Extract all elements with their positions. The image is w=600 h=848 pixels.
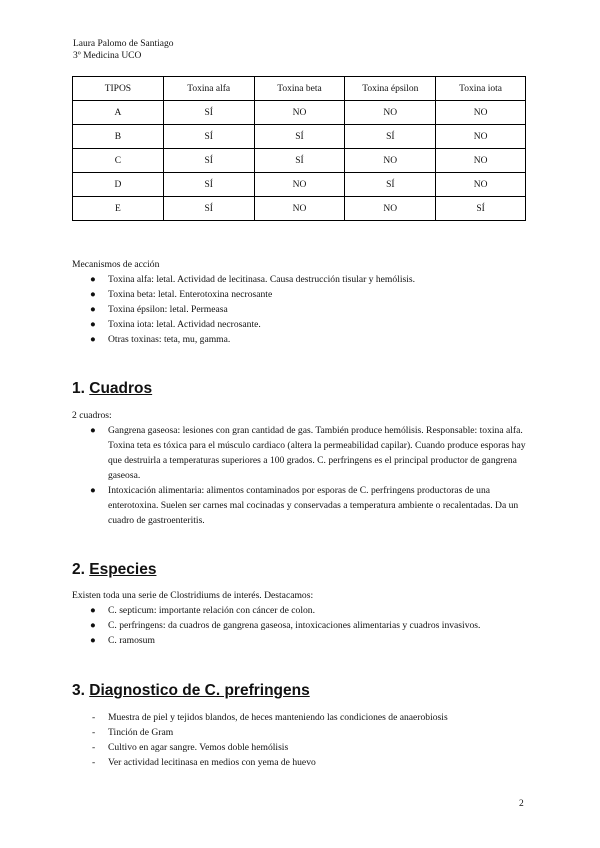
- bullet-icon: ●: [90, 635, 96, 646]
- table-cell: SÍ: [163, 149, 254, 173]
- table-cell: NO: [345, 101, 436, 125]
- section-heading-diagnostico: [72, 682, 310, 700]
- list-item-text: Muestra de piel y tejidos blandos, de heces manteniendo las condiciones de anaerobiosis: [108, 712, 448, 723]
- list-item: [72, 272, 542, 287]
- diagnostico-section: [72, 710, 542, 770]
- column-header: Toxina beta: [254, 77, 345, 101]
- section-title: Especies: [89, 561, 157, 578]
- mechanisms-section: [72, 257, 542, 347]
- especies-section: [72, 588, 527, 648]
- table-cell: NO: [436, 173, 526, 197]
- list-item: [72, 302, 542, 317]
- list-item-text: Toxina beta: letal. Enterotoxina necrosante: [108, 289, 273, 300]
- list-item: [72, 618, 527, 633]
- bullet-icon: ●: [90, 425, 96, 436]
- table-cell: NO: [436, 101, 526, 125]
- bullet-icon: ●: [90, 334, 96, 345]
- column-header: Toxina iota: [436, 77, 526, 101]
- section-heading-cuadros: [72, 380, 152, 398]
- table-cell: SÍ: [163, 173, 254, 197]
- header: [73, 38, 174, 62]
- table-cell: SÍ: [163, 197, 254, 221]
- list-item: [72, 332, 542, 347]
- table-cell: D: [73, 173, 164, 197]
- list-item: [72, 740, 542, 755]
- list-item: [72, 633, 527, 648]
- bullet-icon: ●: [90, 304, 96, 315]
- table-row: [73, 149, 526, 173]
- section-number: 2.: [72, 561, 85, 578]
- mechanisms-list: [72, 272, 542, 347]
- list-item-text: Toxina iota: letal. Actividad necrosante.: [108, 319, 261, 330]
- list-item-text: Tinción de Gram: [108, 727, 174, 738]
- dash-icon: -: [92, 712, 96, 723]
- column-header: TIPOS: [73, 77, 164, 101]
- especies-intro: Existen toda una serie de Clostridiums de interés. Destacamos:: [72, 590, 314, 601]
- table-header-row: [73, 77, 526, 101]
- list-item-text: C. ramosum: [108, 635, 155, 646]
- table-cell: NO: [345, 197, 436, 221]
- table-cell: SÍ: [436, 197, 526, 221]
- table-cell: NO: [254, 101, 345, 125]
- section-number: 3.: [72, 682, 85, 699]
- bullet-icon: ●: [90, 605, 96, 616]
- list-item-text: Otras toxinas: teta, mu, gamma.: [108, 334, 231, 345]
- table-cell: SÍ: [254, 125, 345, 149]
- section-number: 1.: [72, 380, 85, 397]
- table-cell: SÍ: [163, 125, 254, 149]
- table-row: [73, 101, 526, 125]
- list-item-text: C. perfringens: da cuadros de gangrena gaseosa, intoxicaciones alimentarias y cuadros invasivos.: [108, 620, 481, 631]
- table-cell: SÍ: [163, 101, 254, 125]
- list-item-text: C. septicum: importante relación con cáncer de colon.: [108, 605, 315, 616]
- bullet-icon: ●: [90, 319, 96, 330]
- page-number: 2: [519, 799, 524, 809]
- table-cell: NO: [345, 149, 436, 173]
- bullet-icon: ●: [90, 485, 96, 496]
- list-item-text: Toxina épsilon: letal. Permeasa: [108, 304, 228, 315]
- dash-icon: -: [92, 727, 96, 738]
- list-item-text: Gangrena gaseosa: lesiones con gran cantidad de gas. También produce hemólisis. Responsable: toxina alfa. Toxina teta es tóxica para el músculo cardiaco (altera la permeabilidad capilar). Cuando produce esporas hay que destruirla a temperaturas superiores a 100 grados. C. perfringens es el principal productor de gangrena gaseosa.: [108, 425, 526, 481]
- table-row: [73, 197, 526, 221]
- table-cell: NO: [254, 173, 345, 197]
- table-cell: C: [73, 149, 164, 173]
- table-cell: NO: [436, 125, 526, 149]
- especies-list: [72, 603, 527, 648]
- list-item: [72, 287, 542, 302]
- table-cell: NO: [436, 149, 526, 173]
- column-header: Toxina alfa: [163, 77, 254, 101]
- list-item-text: Ver actividad lecitinasa en medios con yema de huevo: [108, 757, 316, 768]
- list-item: [72, 483, 527, 528]
- list-item-text: Intoxicación alimentaria: alimentos contaminados por esporas de C. perfringens productoras de una enterotoxina. Suelen ser carnes mal cocinadas y conservadas a temperatura ambiente o recalentadas. Da un cuadro de gastroenteritis.: [108, 485, 519, 526]
- table-cell: B: [73, 125, 164, 149]
- list-item: [72, 423, 527, 483]
- diagnostico-list: [72, 710, 542, 770]
- author-name: Laura Palomo de Santiago: [73, 39, 174, 49]
- table-cell: SÍ: [254, 149, 345, 173]
- list-item: [72, 725, 542, 740]
- column-header: Toxina épsilon: [345, 77, 436, 101]
- list-item-text: Toxina alfa: letal. Actividad de lecitinasa. Causa destrucción tisular y hemólisis.: [108, 274, 416, 285]
- table-cell: NO: [254, 197, 345, 221]
- cuadros-section: [72, 408, 527, 528]
- section-title: Diagnostico de C. prefringens: [89, 682, 310, 699]
- mechanisms-title: Mecanismos de acción: [72, 259, 160, 270]
- course-label: 3º Medicina UCO: [73, 51, 142, 61]
- cuadros-list: [72, 423, 527, 528]
- section-title: Cuadros: [89, 380, 153, 397]
- table-row: [73, 125, 526, 149]
- list-item: [72, 603, 527, 618]
- section-heading-especies: [72, 561, 156, 579]
- table-cell: A: [73, 101, 164, 125]
- dash-icon: -: [92, 757, 96, 768]
- table-cell: E: [73, 197, 164, 221]
- toxin-types-table: [72, 76, 526, 221]
- dash-icon: -: [92, 742, 96, 753]
- table-cell: SÍ: [345, 125, 436, 149]
- table-row: [73, 173, 526, 197]
- table-cell: SÍ: [345, 173, 436, 197]
- bullet-icon: ●: [90, 274, 96, 285]
- bullet-icon: ●: [90, 289, 96, 300]
- bullet-icon: ●: [90, 620, 96, 631]
- cuadros-intro: 2 cuadros:: [72, 410, 112, 421]
- list-item-text: Cultivo en agar sangre. Vemos doble hemólisis: [108, 742, 289, 753]
- list-item: [72, 710, 542, 725]
- list-item: [72, 317, 542, 332]
- list-item: [72, 755, 542, 770]
